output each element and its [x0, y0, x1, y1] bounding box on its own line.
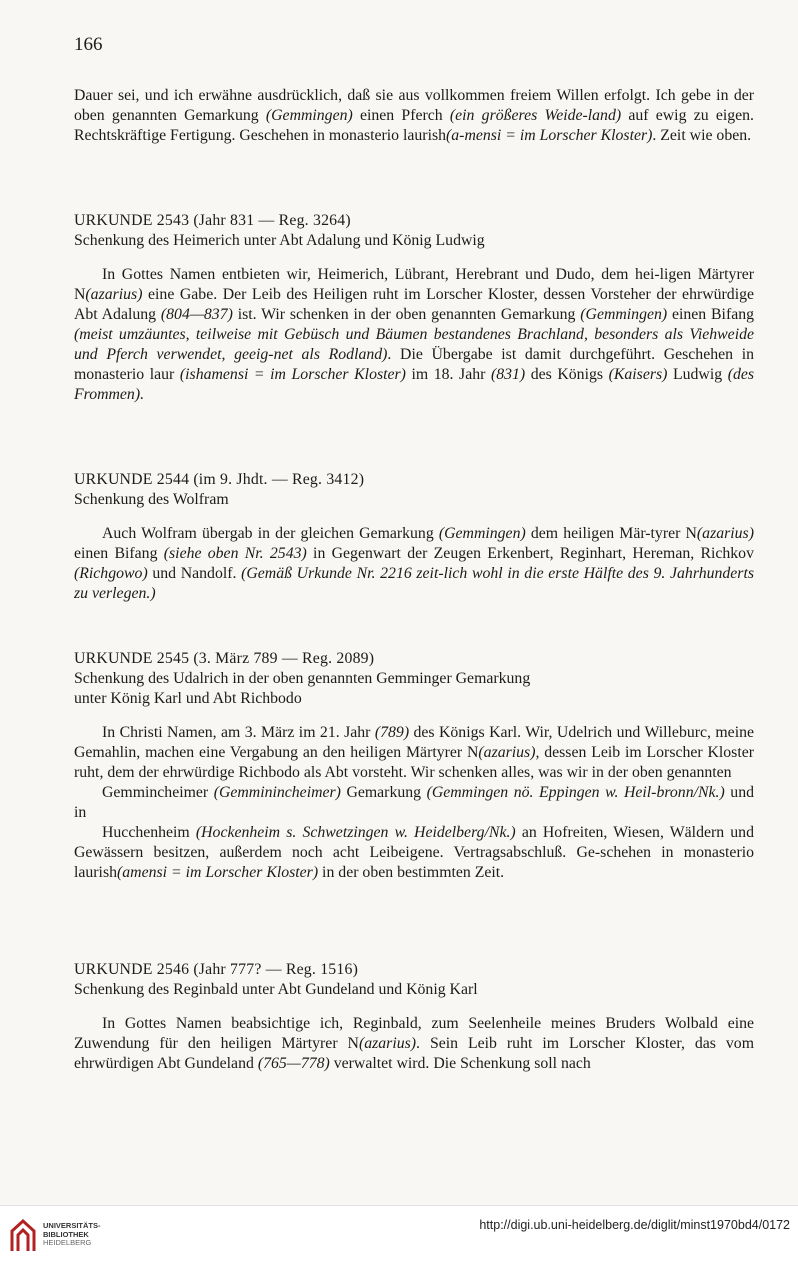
text-run: in der oben bestimmten Zeit.	[318, 864, 505, 881]
text-run: dessen Leib im Lorscher Kloster ruht, dem der ehrwürdige Richbodo als Abt vorsteht. Wir	[74, 744, 754, 781]
text-run: schenken alles, was wir in der oben genannten	[438, 764, 732, 781]
section-paragraph	[74, 783, 754, 823]
italic-text: Frommen).	[74, 386, 145, 403]
italic-text: (Gemmingen)	[265, 107, 353, 124]
section-urkunde-2546	[74, 960, 754, 1074]
italic-text: net als Rodland)	[273, 346, 388, 363]
text-run: . Zeit wie oben.	[652, 127, 752, 144]
text-run: . Die Übergabe ist damit durchgeführt. Geschehen in monasterio laur	[74, 346, 754, 383]
text-run: ist. Wir schenken in der oben	[232, 306, 427, 323]
text-run: Hucchenheim	[102, 824, 196, 841]
section-paragraph	[74, 1014, 754, 1074]
text-run: des Königs	[525, 366, 609, 383]
text-run: In Gottes Namen entbieten wir, Heimerich, Lübrant, Herebrant und Dudo, dem hei-	[102, 266, 660, 283]
section-subheading: Schenkung des Udalrich in der oben genannten Gemminger Gemarkung	[74, 670, 531, 687]
italic-text: land)	[587, 107, 622, 124]
text-run: ligen Märtyrer N	[74, 266, 754, 303]
intro-text	[74, 86, 754, 146]
intro-paragraph	[74, 86, 754, 146]
italic-text: und Bäumen bestandenes Brachland, besonders als Viehweide und Pferch verwendet, geeig-	[74, 326, 754, 363]
library-logo-icon	[8, 1217, 38, 1253]
italic-text: (Richgowo)	[74, 565, 148, 582]
italic-text: (des	[727, 366, 755, 383]
italic-text: (Gemäß Urkunde Nr. 2216 zeit-	[241, 565, 444, 582]
text-run: einen Pferch	[352, 107, 450, 124]
text-run: . Sein Leib ruht im Lorscher Kloster,	[416, 1035, 685, 1052]
italic-text: (789)	[374, 724, 410, 741]
italic-text: (azarius)	[85, 286, 143, 303]
text-run: verwaltet wird. Die Schenkung soll nach	[329, 1055, 591, 1072]
text-run: Gemarkung	[340, 784, 427, 801]
source-url-link[interactable]: http://digi.ub.uni-heidelberg.de/diglit/minst1970bd4/0172	[479, 1218, 790, 1232]
italic-text: (Gemmingen)	[580, 306, 668, 323]
italic-text: (Gemminincheimer)	[213, 784, 341, 801]
section-paragraph	[74, 524, 754, 604]
italic-text: (Kaisers)	[608, 366, 668, 383]
section-heading: URKUNDE 2543 (Jahr 831 — Reg. 3264)	[74, 212, 351, 229]
footer-bar	[0, 1205, 798, 1265]
text-run: dem heiligen Mär-	[525, 525, 651, 542]
section-subheading: Schenkung des Reginbald unter Abt Gundeland und König Karl	[74, 981, 478, 998]
text-run: an Hofreiten, Wiesen,	[515, 824, 664, 841]
text-run: einen Bifang	[667, 306, 755, 323]
text-run: Willeburc, meine Gemahlin, machen eine Vergabung an den heiligen Märtyrer N	[74, 724, 754, 761]
text-run: Ludwig	[667, 366, 728, 383]
text-run: und in	[74, 784, 754, 821]
text-run: In Gottes Namen beabsichtige ich, Reginbald, zum Seelenheile meines Bruders Wolbald	[102, 1015, 718, 1032]
italic-text: (804—837)	[160, 306, 233, 323]
text-run: des Königs Karl. Wir, Udelrich und	[409, 724, 641, 741]
library-logo-text	[43, 1222, 101, 1248]
italic-text: (meist umzäuntes, teilweise mit Gebüsch	[74, 326, 340, 343]
italic-text: (azarius)	[696, 525, 754, 542]
italic-text: (azarius),	[478, 744, 540, 761]
text-run: eine Gabe. Der Leib des Heiligen ruht im Lorscher Kloster,	[142, 286, 538, 303]
italic-text: (ishamensi = im Lorscher Kloster)	[179, 366, 406, 383]
section-paragraph	[74, 823, 754, 883]
italic-text: (ein größeres Weide-	[449, 107, 588, 124]
italic-text: (Gemmingen)	[438, 525, 526, 542]
section-paragraph	[74, 723, 754, 783]
section-paragraph	[74, 265, 754, 405]
italic-text: (amensi = im Lorscher Kloster)	[117, 864, 319, 881]
text-run: Gemmincheimer	[102, 784, 214, 801]
text-run: Dauer sei, und ich erwähne ausdrücklich, daß sie aus vollkommen freiem Willen erfolgt.	[74, 87, 651, 104]
text-run: einen Bifang	[74, 545, 164, 562]
section-heading: URKUNDE 2544 (im 9. Jhdt. — Reg. 3412)	[74, 471, 365, 488]
logo-line: BIBLIOTHEK	[43, 1229, 89, 1239]
text-run: das vom ehrwürdigen Abt Gundeland	[74, 1035, 754, 1072]
italic-text: lich wohl in die erste Hälfte des 9. Jahrhunderts zu verlegen.)	[74, 565, 754, 602]
text-run: auf ewig zu eigen. Rechtskräftige Fertigung. Geschehen in monasterio laurish	[74, 107, 754, 144]
text-run: Wäldern und Gewässern besitzen, außerdem noch acht Leibeigene. Vertragsabschluß. Ge-	[74, 824, 754, 861]
text-run: in Gegenwart der Zeugen Erkenbert,	[306, 545, 554, 562]
section-subheading: Schenkung des Wolfram	[74, 491, 229, 508]
logo-line: UNIVERSITÄTS-	[43, 1221, 101, 1230]
text-run: In Christi Namen, am 3. März im 21. Jahr	[102, 724, 375, 741]
italic-text: (831)	[490, 366, 526, 383]
italic-text: (Gemmingen nö. Eppingen w. Heil-	[426, 784, 657, 801]
italic-text: (a-	[446, 127, 465, 144]
text-run: Ich gebe in der oben genannten Gemarkung	[74, 87, 754, 124]
text-run: Reginhart, Hereman, Richkov	[559, 545, 754, 562]
text-run: tyrer N	[650, 525, 697, 542]
section-subheading: unter König Karl und Abt Richbodo	[74, 690, 302, 707]
section-heading: URKUNDE 2545 (3. März 789 — Reg. 2089)	[74, 650, 375, 667]
text-run: im 18. Jahr	[405, 366, 491, 383]
section-urkunde-2545	[74, 649, 754, 883]
italic-text: (azarius)	[358, 1035, 417, 1052]
text-run: genannten Gemarkung	[431, 306, 581, 323]
italic-text: (siehe oben Nr. 2543)	[163, 545, 307, 562]
italic-text: bronn/Nk.)	[656, 784, 725, 801]
section-heading: URKUNDE 2546 (Jahr 777? — Reg. 1516)	[74, 961, 359, 978]
section-urkunde-2544	[74, 470, 754, 604]
logo-line: HEIDELBERG	[43, 1238, 92, 1248]
italic-text: mensi = im Lorscher Kloster)	[464, 127, 653, 144]
text-run: und Nandolf.	[147, 565, 242, 582]
text-run: schehen in monasterio laurish	[74, 844, 754, 881]
section-urkunde-2543	[74, 211, 754, 405]
text-run: eine Zuwendung für den heiligen Märtyrer N	[74, 1015, 754, 1052]
italic-text: (Hockenheim s. Schwetzingen w. Heidelberg/Nk.)	[195, 824, 516, 841]
page-number: 166	[74, 34, 103, 55]
italic-text: (765—778)	[257, 1055, 330, 1072]
text-run: Auch Wolfram übergab in der gleichen Gemarkung	[102, 525, 439, 542]
section-subheading: Schenkung des Heimerich unter Abt Adalung und König Ludwig	[74, 232, 485, 249]
text-run: dessen Vorsteher der ehrwürdige Abt Adalung	[74, 286, 754, 323]
